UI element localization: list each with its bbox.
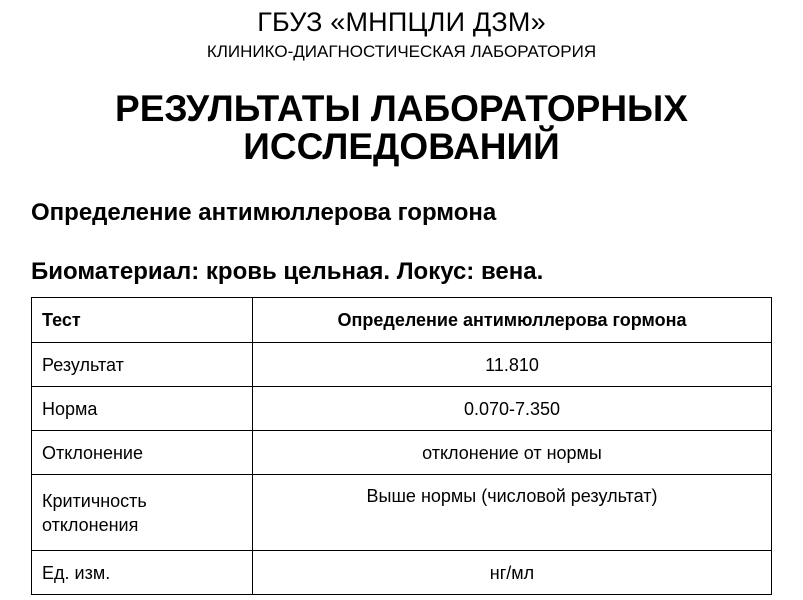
results-table: [31, 297, 772, 595]
row-value-criticality: Выше нормы (числовой результат): [253, 475, 772, 551]
row-label-deviation: Отклонение: [32, 431, 253, 475]
report-title-line-1: РЕЗУЛЬТАТЫ ЛАБОРАТОРНЫХ: [115, 88, 688, 129]
table-header-label: Тест: [32, 298, 253, 343]
row-value-deviation: отклонение от нормы: [253, 431, 772, 475]
test-section-title: Определение антимюллерова гормона: [31, 199, 497, 226]
report-title-line-2: ИССЛЕДОВАНИЙ: [243, 126, 560, 167]
report-title: [0, 90, 803, 166]
row-value-units: нг/мл: [253, 551, 772, 595]
table-row-criticality: [32, 475, 772, 551]
row-value-result: 11.810: [253, 343, 772, 387]
table-header-row: [32, 298, 772, 343]
table-row-deviation: [32, 431, 772, 475]
table-header-value: Определение антимюллерова гормона: [253, 298, 772, 343]
organization-name: ГБУЗ «МНПЦЛИ ДЗМ»: [257, 7, 546, 37]
row-label-criticality-line-1: Критичность: [42, 490, 147, 511]
row-label-units: Ед. изм.: [32, 551, 253, 595]
table-row-norm: [32, 387, 772, 431]
table-row-units: [32, 551, 772, 595]
row-label-criticality: [32, 475, 253, 551]
row-label-result: Результат: [32, 343, 253, 387]
row-label-criticality-line-2: отклонения: [42, 514, 139, 535]
row-label-norm: Норма: [32, 387, 253, 431]
row-value-norm: 0.070-7.350: [253, 387, 772, 431]
laboratory-name: КЛИНИКО-ДИАГНОСТИЧЕСКАЯ ЛАБОРАТОРИЯ: [206, 42, 597, 61]
biomaterial-info: Биоматериал: кровь цельная. Локус: вена.: [31, 258, 544, 285]
table-row-result: [32, 343, 772, 387]
